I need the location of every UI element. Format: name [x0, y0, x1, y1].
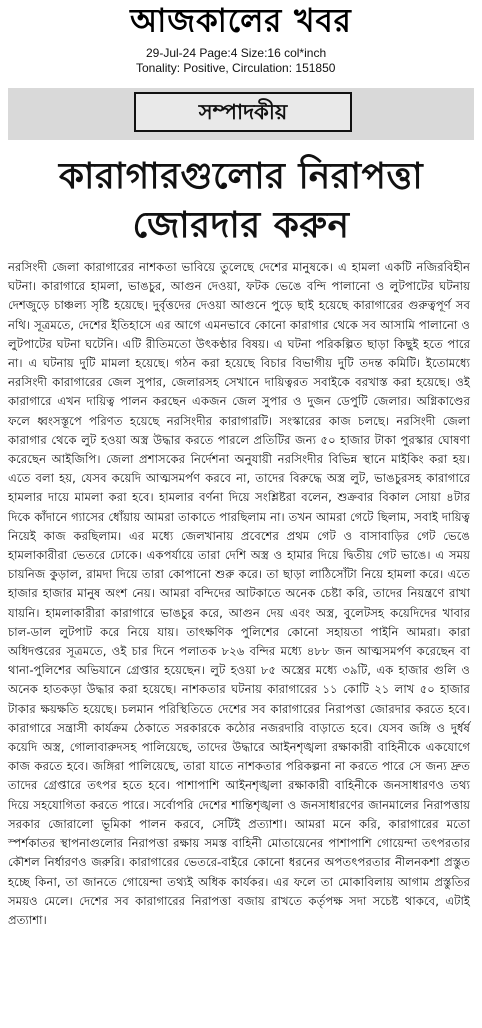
newspaper-logo: আজকালের খবর [130, 2, 352, 40]
clipping-metadata [136, 46, 406, 76]
section-label: সম্পাদকীয় [134, 92, 352, 132]
newspaper-masthead [0, 0, 482, 44]
article-headline [8, 152, 474, 250]
headline-line-2: জোরদার করুন [132, 205, 350, 246]
date-page-size: 29-Jul-24 Page:4 Size:16 col*inch [146, 46, 327, 60]
tonality-circulation: Tonality: Positive, Circulation: 151850 [136, 61, 336, 75]
article-paragraph: নরসিংদী জেলা কারাগারের নাশকতা ভাবিয়ে তুলেছে দেশের মানুষকে। এ হামলা একটি নজিরবিহীন ঘটনা। কারাগারে হামলা, ভাঙচুর, আগুন দেওয়া, ফটক ভেঙে বন্দি পালানো ও লুটপাটের ঘটনায় দেশজুড়ে চাঞ্চল্য সৃষ্টি হয়েছে। দুর্বৃত্তদের দেওয়া আগুনে পুড়ে ছাই হয়েছে কারাগারের গুরুত্বপূর্ণ সব নথি। সূত্রমতে, দেশের ইতিহাসে এর আগে এমনভাবে কোনো কারাগার থেকে সব আসামি পালানো ও লুটপাটের ঘটনা ঘটেনি। এটি রীতিমতো উৎকণ্ঠার বিষয়। এ ঘটনা পরিকল্পিত ছাড়া কিছুই হতে পারে না। এ ঘটনায় দুটি মামলা হয়েছে। গঠন করা হয়েছে বিচার বিভাগীয় দুটি তদন্ত কমিটি। ইতোমধ্যে নরসিংদী কারাগারের জেল সুপার, জেলারসহ সেখানে দায়িত্বরত সবাইকে বরখাস্ত করা হয়েছে। ওই কারাগারে এখন দায়িত্ব পালন করছেন একজন জেল সুপার ও দুজন ডেপুটি জেলার। অগ্নিকাণ্ডের ফলে ধ্বংসস্তূপে পরিণত হয়েছে নরসিংদীর কারাগারটি। সংস্কারের কাজ চলছে। নরসিংদী জেলা কারাগার থেকে লুট হওয়া অস্ত্র উদ্ধার করতে পারলে প্রতিটির জন্য ৫০ হাজার টাকা পুরস্কার ঘোষণা করেছেন আইজিপি। জেলা প্রশাসকের নির্দেশনা অনুযায়ী নরসিংদীর বিভিন্ন স্থানে মাইকিং করা হয়। এতে বলা হয়, যেসব কয়েদি আত্মসমর্পণ করবে না, তাদের বিরুদ্ধে অস্ত্র লুট, ভাঙচুরসহ কারাগারে হামলার দায়ে মামলা করা হবে। হামলার বর্ণনা দিয়ে সংশ্লিষ্টরা বলেন, শুক্রবার বিকাল সোয়া ৪টার দিকে কাঁদানে গ্যাসের ধোঁয়ায় আমরা তাকাতে পারছিলাম না। তখন আমরা গেটে ছিলাম, সবাই দায়িত্ব নিয়েই কাজ করছিলাম। এর মধ্যে জেলখানায় প্রবেশের প্রথম গেট ও বাসাবাড়ির গেট ভেঙে হামলাকারীরা ভেতরে ঢোকে। একপর্যায়ে তারা দেশি অস্ত্র ও হামার দিয়ে দ্বিতীয় গেট ভাঙে। এ সময় চায়নিজ কুড়াল, রামদা দিয়ে তারা কোপানো শুরু করে। তা ছাড়া লাঠিসোঁটা নিয়ে হামলা করে। এতে হাজার হাজার মানুষ অংশ নেয়। আমরা বন্দিদের আটকাতে অনেক চেষ্টা করি, তাদের নিয়ন্ত্রণে রাখা যায়নি। হামলাকারীরা কারাগারে ভাঙচুর করে, আগুন দেয় এবং অস্ত্র, বুলেটসহ কয়েদিদের খাবার চাল-ডাল লুটপাট করে নিয়ে যায়। তাৎক্ষণিক পুলিশের কোনো সহায়তা পাইনি আমরা। কারা অধিদপ্তরের সূত্রমতে, ওই চার দিনে পলাতক ৮২৬ বন্দির মধ্যে ৪৮৮ জন আত্মসমর্পণ করেছেন বা থানা-পুলিশের অভিযানে গ্রেপ্তার হয়েছেন। লুট হওয়া ৮৫ অস্ত্রের মধ্যে ৩৯টি, এক হাজার গুলি ও অনেক হাতকড়া উদ্ধার করা হয়েছে। নাশকতার ঘটনায় কারাগারের ১১ কোটি ২১ লাখ ৫০ হাজার টাকার ক্ষয়ক্ষতি হয়েছে। চলমান পরিস্থিতিতে দেশের সব কারাগারের নিরাপত্তা জোরদার করতে হবে। কারাগারে সন্ত্রাসী কার্যক্রম ঠেকাতে সরকারকে কঠোর নজরদারি বাড়াতে হবে। যেসব জঙ্গি ও দুর্ধর্ষ কয়েদি অস্ত্র, গোলাবারুদসহ পালিয়েছে, তাদের উদ্ধারে আইনশৃঙ্খলা রক্ষাকারী বাহিনীকে একযোগে কাজ করতে হবে। জঙ্গিরা পালিয়েছে, তারা যাতে নাশকতার পরিকল্পনা না করতে পারে সে জন্য দ্রুত তাদের গ্রেপ্তারে তৎপর হতে হবে। পাশাপাশি আইনশৃঙ্খলা রক্ষাকারী বাহিনীকে জনসাধারণও তথ্য দিয়ে সহযোগিতা করতে পারে। সর্বোপরি দেশের শান্তিশৃঙ্খলা ও জনসাধারণের জানমালের নিরাপত্তায় সরকার জোরালো ভূমিকা পালন করবে, সেটিই প্রত্যাশা। আমরা মনে করি, কারাগারের মতো স্পর্শকাতর স্থাপনাগুলোর নিরাপত্তা রক্ষায় সমস্ত বাহিনী মোতায়েনের পাশাপাশি গোয়েন্দা তৎপরতার কৌশল নির্ধারণও জরুরি। কারাগারের ভেতরে-বাইরে কোনো ধরনের অপতৎপরতার নীলনকশা প্রস্তুত হচ্ছে কিনা, তা জানতে গোয়েন্দা তথ্যই অধিক কার্যকর। এর ফলে তা মোকাবিলায় আগাম প্রস্তুতির সময়ও মেলে। দেশের সব কারাগারের নিরাপত্তা বজায় রাখতে কর্তৃপক্ষ সদা সচেষ্ট থাকবে, এটাই প্রত্যাশা। [8, 260, 471, 927]
headline-line-1: কারাগারগুলোর নিরাপত্তা [58, 156, 424, 197]
article-body [8, 258, 470, 930]
